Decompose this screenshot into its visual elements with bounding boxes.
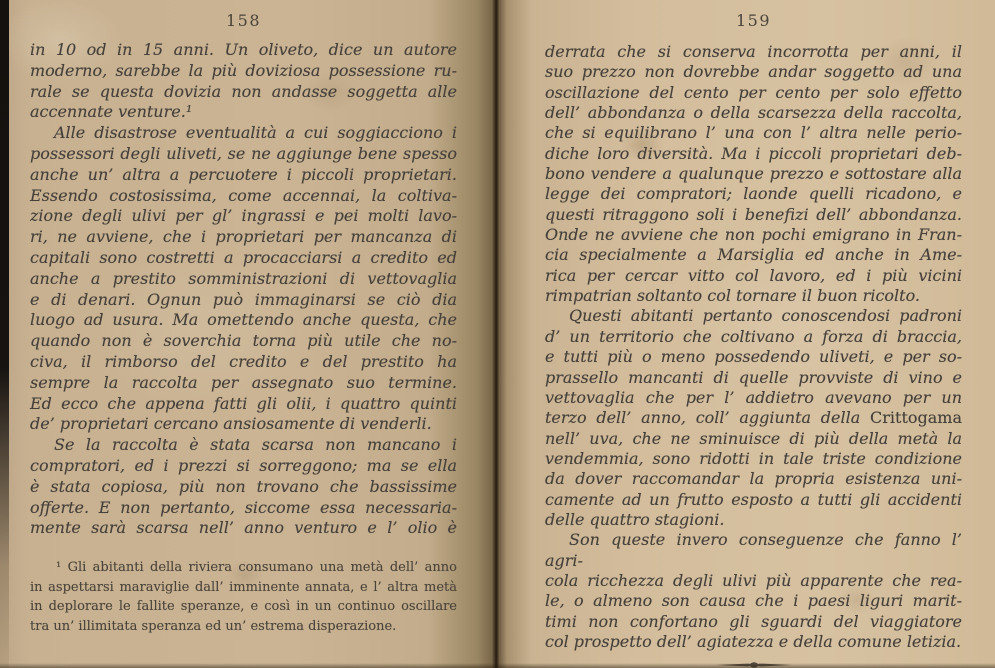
text-line: Ed ecco che appena fatti gli olii, i quattro quinti <box>30 393 457 413</box>
text-line: questi ritraggono soli i benefizi dell’ abbondanza. <box>545 204 962 224</box>
text-line: diche loro diversità. Ma i piccoli proprietari deb- <box>545 143 962 163</box>
text-line: Onde ne avviene che non pochi emigrano in Fran- <box>545 225 962 245</box>
text-line: capitali sono costretti a procacciarsi a credito ed <box>30 247 457 267</box>
text-line: Alle disastrose eventualità a cui soggiacciono i <box>54 123 457 143</box>
footnote-line: in deplorare le fallite speranze, e così in un continuo oscillare <box>30 599 457 615</box>
book-gutter-crease <box>492 0 499 668</box>
text-line: Essendo costosissima, come accennai, la coltiva- <box>30 185 457 205</box>
page-158 <box>0 0 497 668</box>
text-line: rica per cercar vitto col lavoro, ed i più vicini <box>545 265 962 285</box>
text-line: compratori, ed i prezzi si sorreggono; ma se ella <box>30 455 457 475</box>
text-line: timi non confortano gli sguardi del viaggiatore <box>545 611 962 631</box>
text-line: vendemmia, sono ridotti in tale triste condizione <box>545 448 962 468</box>
text-line: anche a prestito somministrazioni di vettovaglia <box>30 268 457 288</box>
text-line: e tutti più o meno possedendo uliveti, e per so- <box>545 347 962 367</box>
footnote-line: ¹ Gli abitanti della riviera consumano una metà dell’ anno <box>56 560 457 576</box>
footnote-line: tra un’ illimitata speranza ed un’ estrema disperazione. <box>30 618 397 634</box>
text-line: bono vendere a qualunque prezzo e sottostare alla <box>545 164 962 184</box>
text-line: accennate venture.¹ <box>30 102 193 122</box>
text-segment: terzo dell’ anno, coll’ aggiunta della <box>545 408 870 428</box>
page-158-body-text <box>30 40 457 539</box>
text-line: quando non è soverchia torna più utile che no- <box>30 331 457 351</box>
page-158-footnote <box>30 558 457 636</box>
text-line: cola ricchezza degli ulivi più apparente che rea- <box>545 570 962 590</box>
text-line: Questi abitanti pertanto conoscendosi padroni <box>569 306 962 326</box>
text-line: ri, ne avviene, che i proprietari per mancanza di <box>30 227 457 247</box>
text-line: offerte. E non pertanto, siccome essa necessaria- <box>30 497 457 517</box>
text-line: rale se questa dovizia non andasse soggetta alle <box>30 81 457 101</box>
text-line: derrata che si conserva incorrotta per anni, il <box>545 42 962 61</box>
scan-bottom-edge-shadow <box>0 663 995 668</box>
text-line: d’ un territorio che coltivano a forza di braccia, <box>545 326 962 346</box>
text-line: prassello mancanti di quelle provviste di vino e <box>545 367 962 387</box>
page-number-left: 158 <box>225 11 262 30</box>
roman-word: Crittogama <box>870 408 962 428</box>
text-line: suo prezzo non dovrebbe andar soggetto ad una <box>545 62 962 82</box>
text-line: mente sarà scarsa nell’ anno venturo e l’ olio è <box>30 518 457 538</box>
page-number-right: 159 <box>735 11 772 30</box>
text-line: anche un’ altra a percuotere i piccoli proprietari. <box>30 164 457 184</box>
footnote-line: in aspettarsi maraviglie dall’ imminente annata, e l’ altra metà <box>30 579 457 595</box>
text-line: legge dei compratori; laonde quelli ricadono, e <box>545 184 962 204</box>
page-159 <box>497 0 995 668</box>
text-line: de’ proprietari cercano ansiosamente di venderli. <box>30 414 432 434</box>
page-159-body-text <box>545 42 962 652</box>
text-line: zione degli ulivi per gl’ ingrassi e pei molti lavo- <box>30 206 457 226</box>
text-line: delle quattro stagioni. <box>545 509 725 529</box>
text-line: cia specialmente a Marsiglia ed anche in Ame- <box>545 245 962 265</box>
text-line: Son queste invero conseguenze che fanno l’ agri- <box>545 530 962 570</box>
text-line: possessori degli uliveti, se ne aggiunge bene spesso <box>30 143 457 163</box>
text-line: moderno, sarebbe la più doviziosa possessione ru- <box>30 60 457 80</box>
text-line: vettovaglia che per l’ addietro avevano per un <box>545 387 962 407</box>
text-line: dell’ abbondanza o della scarsezza della raccolta, <box>545 103 962 123</box>
text-line: è stata copiosa, più non trovano che bassissime <box>30 476 457 496</box>
text-line: Se la raccolta è stata scarsa non mancano i <box>54 435 457 455</box>
text-line: che si equilibrano l’ una con l’ altra nelle perio- <box>545 123 962 143</box>
text-line: rimpatrian soltanto col tornare il buon ricolto. <box>545 286 921 306</box>
text-line: col prospetto dell’ agiatezza e della comune letizia. <box>545 631 962 651</box>
text-line: luogo ad usura. Ma omettendo anche questa, che <box>30 310 457 330</box>
text-line: civa, il rimborso del credito e del prestito ha <box>30 351 457 371</box>
scan-left-edge-shadow <box>0 0 9 668</box>
text-line: sempre la raccolta per assegnato suo termine. <box>30 372 457 392</box>
text-line: nell’ uva, che ne sminuisce di più della metà la <box>545 428 962 448</box>
text-line: da dover raccomandar la propria esistenza uni- <box>545 469 962 489</box>
text-line <box>545 408 962 428</box>
text-line: e di denari. Ognun può immaginarsi se ciò dia <box>30 289 457 309</box>
text-line: in 10 od in 15 anni. Un oliveto, dice un autore <box>30 40 457 59</box>
text-line: oscillazione del cento per cento per solo effetto <box>545 82 962 102</box>
text-line: le, o almeno son causa che i paesi liguri marit- <box>545 591 962 611</box>
text-line: camente ad un frutto esposto a tutti gli accidenti <box>545 489 962 509</box>
